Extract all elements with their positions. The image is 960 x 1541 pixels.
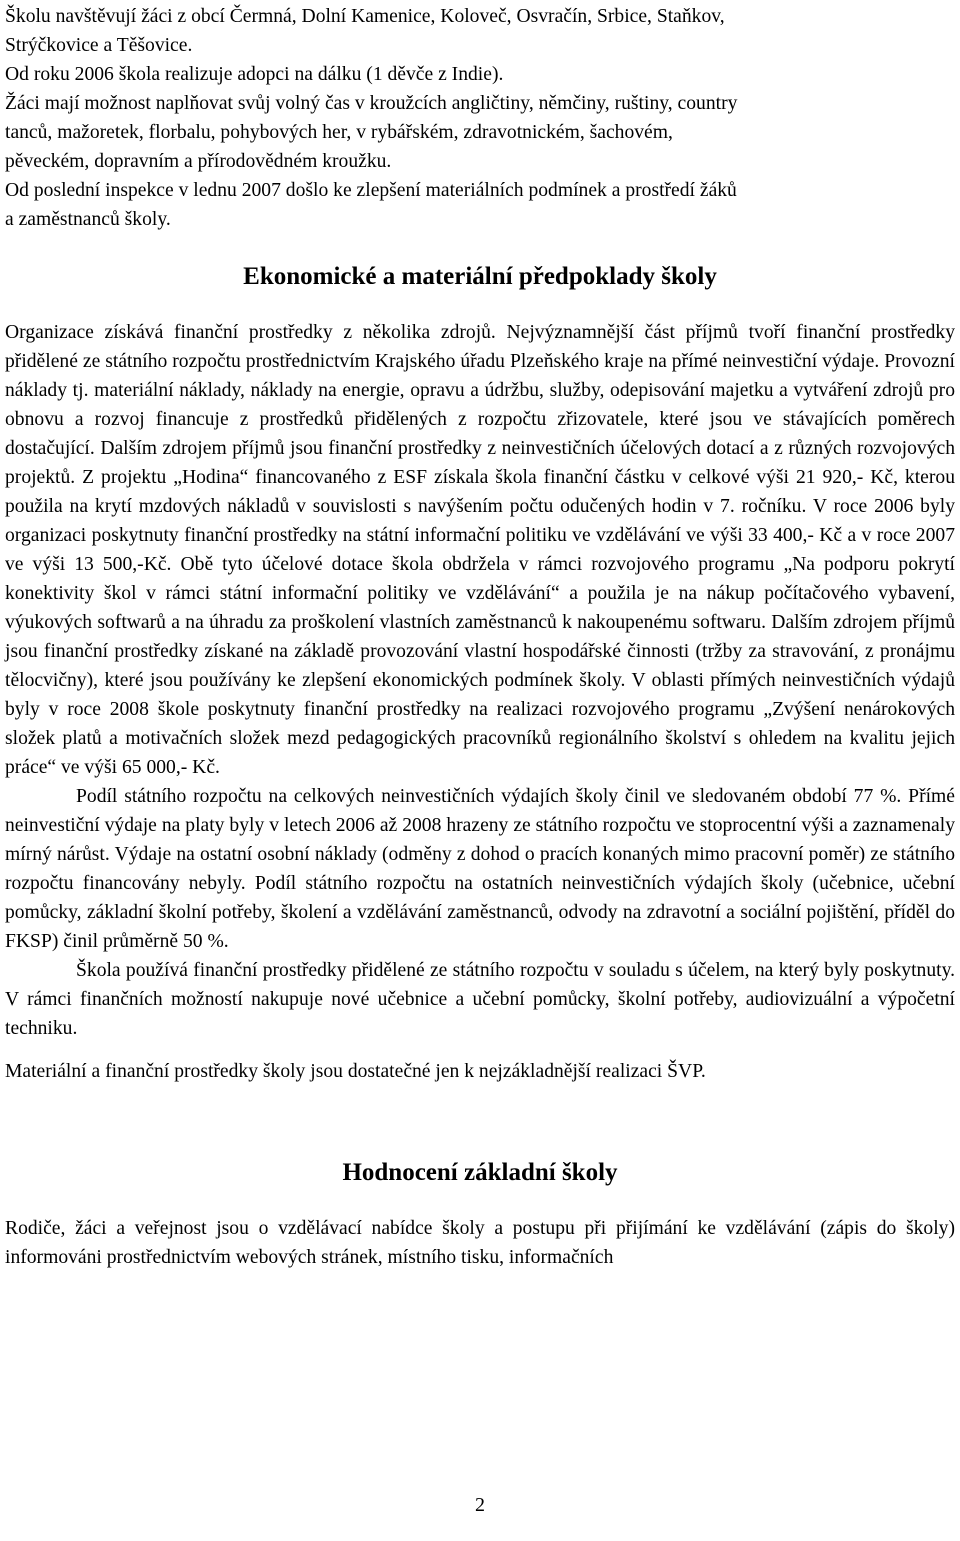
section-heading-economic: Ekonomické a materiální předpoklady školy — [243, 263, 717, 290]
page-number: 2 — [475, 1494, 485, 1516]
evaluation-paragraph-1: Rodiče, žáci a veřejnost jsou o vzdělávací nabídce školy a postupu při přijímání ke vzdělávání (zápis do školy) informováni prostřednictvím webových stránek, místního tisku, informačních — [5, 1218, 955, 1268]
intro-line: Strýčkovice a Těšovice. — [5, 35, 193, 56]
economic-paragraph-3: Škola používá finanční prostředky přidělené ze státního rozpočtu v souladu s účelem, na který byly poskytnuty. V rámci finančních možností nakupuje nové učebnice a učební pomůcky, školní potřeby, audiovizuální a výpočetní techniku. — [5, 960, 955, 1039]
section-heading-evaluation: Hodnocení základní školy — [342, 1159, 618, 1186]
intro-line: Školu navštěvují žáci z obcí Čermná, Dolní Kamenice, Koloveč, Osvračín, Srbice, Staňkov, — [5, 6, 725, 27]
intro-line: a zaměstnanců školy. — [5, 209, 171, 230]
economic-paragraph-4: Materiální a finanční prostředky školy jsou dostatečné jen k nejzákladnější realizaci ŠVP. — [5, 1061, 706, 1082]
document-page — [5, 2, 955, 1272]
intro-line: tanců, mažoretek, florbalu, pohybových her, v rybářském, zdravotnickém, šachovém, — [5, 122, 673, 143]
economic-paragraph-1: Organizace získává finanční prostředky z několika zdrojů. Nejvýznamnější část příjmů tvoří finanční prostředky přidělené ze státního rozpočtu prostřednictvím Krajského úřadu Plzeňského kraje na přímé neinvestiční výdaje. Provozní náklady tj. materiální náklady, náklady na energie, opravu a údržbu, služby, odepisování majetku a vytváření zdrojů pro obnovu a rozvoj financuje z prostředků přidělených z rozpočtu zřizovatele, které jsou ve stávajících poměrech dostačující. Dalším zdrojem příjmů jsou finanční prostředky z neinvestičních účelových dotací a z různých rozvojových projektů. Z projektu „Hodina“ financovaného z ESF získala škola finanční částku v celkové výši 21 920,- Kč, kterou použila na krytí mzdových nákladů v souvislosti s navýšením počtu odučených hodin v 7. ročníku. V roce 2006 byly organizaci poskytnuty finanční prostředky na státní informační politiku ve vzdělávání ve výši 33 400,- Kč a v roce 2007 ve výši 13 500,-Kč. Obě tyto účelové dotace škola obdržela v rámci rozvojového programu „Na podporu pokrytí konektivity škol v rámci státní informační politiky ve vzdělávání“ a použila je na nákup počítačového vybavení, výukových softwarů a na úhradu za proškolení vlastních zaměstnanců k nakoupenému softwaru. Dalším zdrojem příjmů jsou finanční prostředky získané na základě provozování vlastní hospodářské činnosti (tržby za stravování, z pronájmu tělocvičny), které jsou používány ke zlepšení ekonomických podmínek školy. V oblasti přímých neinvestičních výdajů byly v roce 2008 škole poskytnuty finanční prostředky na realizaci rozvojového programu „Zvýšení nenárokových složek platů a motivačních složek mezd pedagogických pracovníků regionálního školství s ohledem na kvalitu jejich práce“ ve výši 65 000,- Kč. — [5, 322, 955, 778]
intro-block — [5, 2, 955, 234]
intro-line: Od roku 2006 škola realizuje adopci na dálku (1 děvče z Indie). — [5, 64, 504, 85]
intro-line: Žáci mají možnost naplňovat svůj volný čas v kroužcích angličtiny, němčiny, ruštiny, country — [5, 93, 738, 114]
economic-paragraph-2: Podíl státního rozpočtu na celkových neinvestičních výdajích školy činil ve sledovaném období 77 %. Přímé neinvestiční výdaje na platy byly v letech 2006 až 2008 hrazeny ze státního rozpočtu ve stoprocentní výši a zaznamenaly mírný nárůst. Výdaje na ostatní osobní náklady (odměny z dohod o pracích konaných mimo pracovní poměr) ze státního rozpočtu financovány nebyly. Podíl státního rozpočtu na ostatních neinvestičních výdajích školy (učebnice, učební pomůcky, základní školní potřeby, školení a vzdělávání zaměstnanců, odvody na zdravotní a sociální pojištění, příděl do FKSP) činil průměrně 50 %. — [5, 786, 955, 952]
intro-line: pěveckém, dopravním a přírodovědném kroužku. — [5, 151, 392, 172]
intro-line: Od poslední inspekce v lednu 2007 došlo ke zlepšení materiálních podmínek a prostředí žáků — [5, 180, 737, 201]
